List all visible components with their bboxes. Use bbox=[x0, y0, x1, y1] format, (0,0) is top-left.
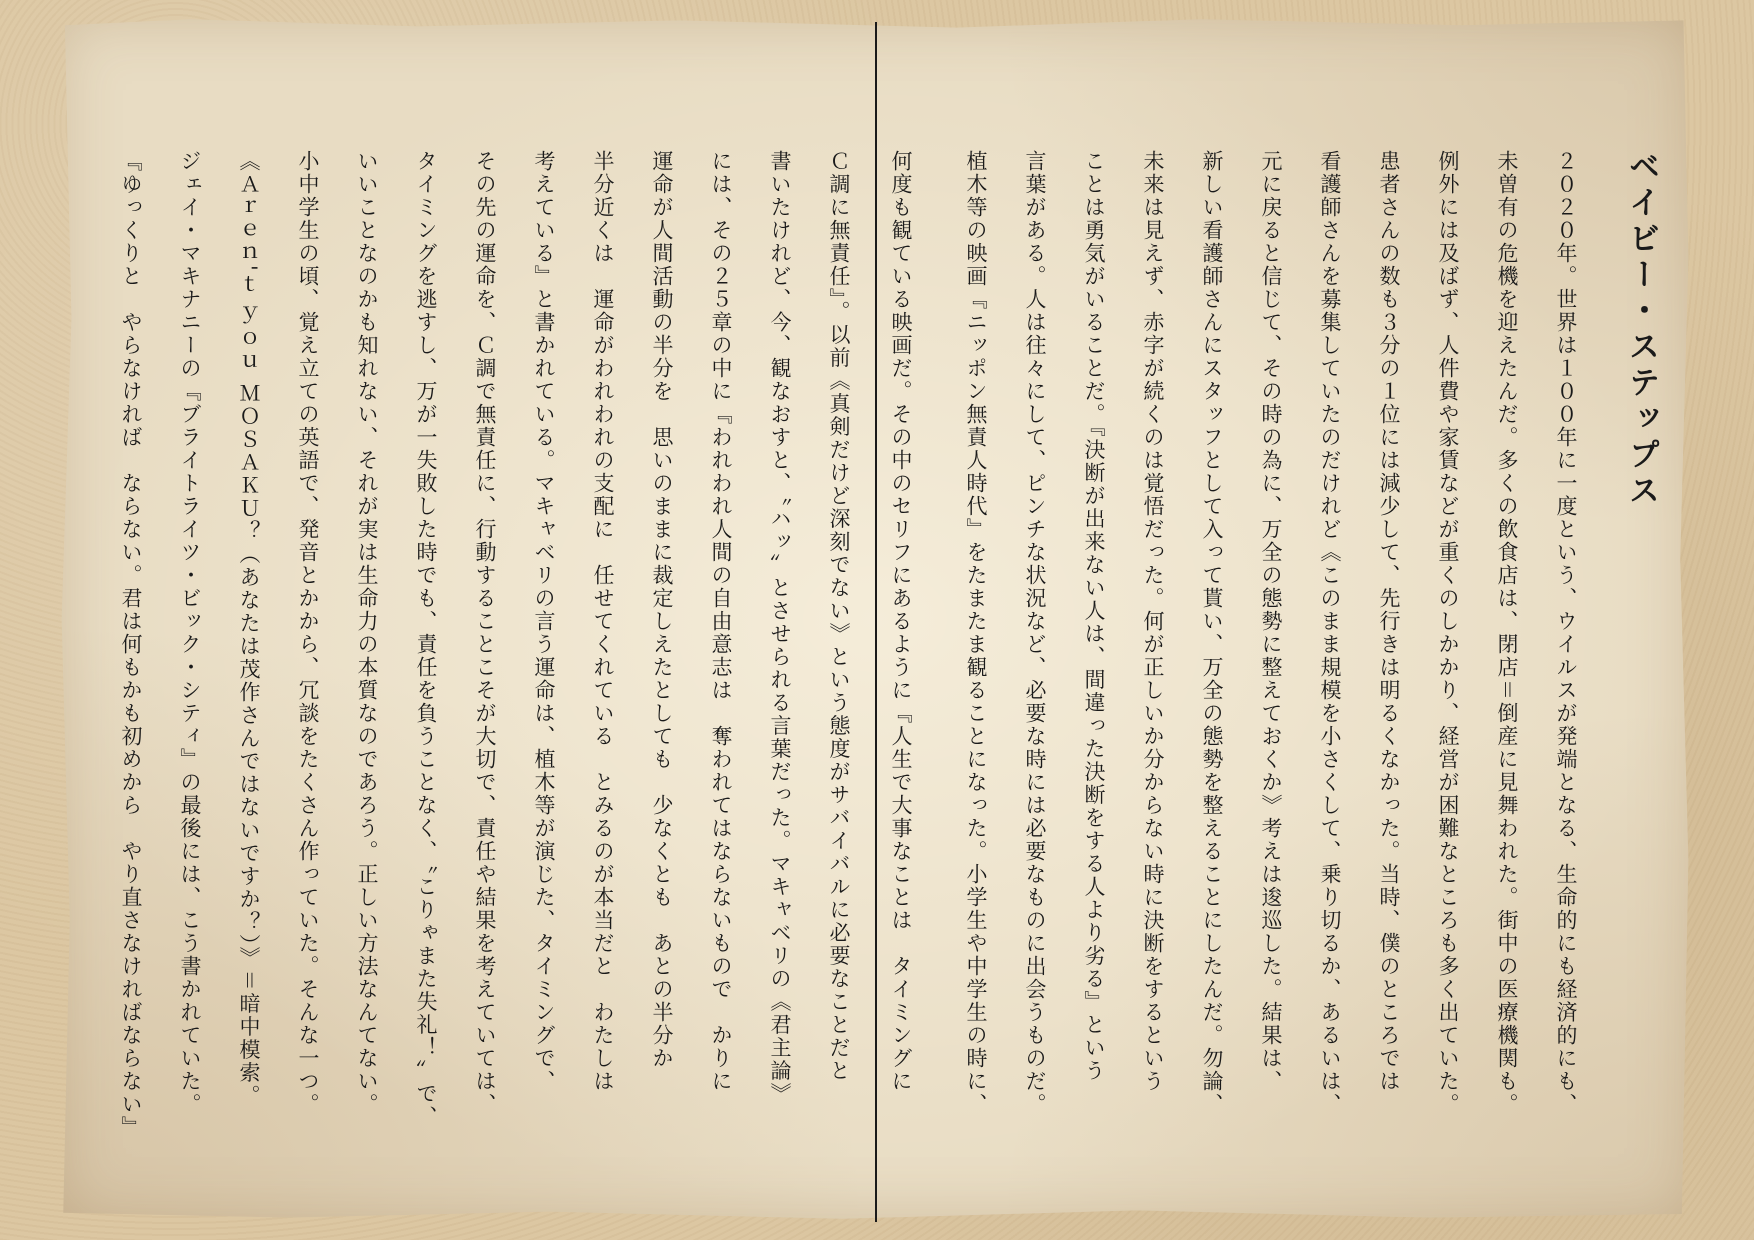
text-line: ジェイ・マキナニーの『ブライトライツ・ビック・シティ』の最後には、こう書かれていた。 bbox=[178, 150, 202, 1116]
text-line: には、その２５章の中に『われわれ人間の自由意志は 奪われてはならないもので かりに bbox=[709, 150, 733, 1093]
text-line: 看護師さんを募集していたのだけれど《このまま規模を小さくして、乗り切るか、あるいは、 bbox=[1318, 150, 1342, 1116]
text-line: 患者さんの数も３分の１位には減少して、先行きは明るくなかった。当時、僕のところでは bbox=[1377, 150, 1401, 1093]
text-line: 書いたけれど、今、観なおすと、〝ハッ〟とさせられる言葉だった。マキャベリの《君主論》 bbox=[768, 150, 792, 1106]
page-divider bbox=[875, 22, 877, 1222]
text-line: 未来は見えず、赤字が続くのは覚悟だった。何が正しいか分からない時に決断をするという bbox=[1141, 150, 1165, 1093]
text-line: ことは勇気がいることだ。『決断が出来ない人は、間違った決断をする人より劣る』という bbox=[1082, 150, 1106, 1083]
text-line: タイミングを逃すし、万が一失敗した時でも、責任を負うことなく、〝こりゃまた失礼！〟で、 bbox=[414, 150, 438, 1129]
text-line: Ｃ調に無責任』。以前《真剣だけど深刻でない》という態度がサバイバルに必要なことだと bbox=[827, 150, 851, 1083]
text-line: 例外には及ばず、人件費や家賃などが重くのしかかり、経営が困難なところも多く出ていた。 bbox=[1436, 150, 1460, 1116]
text-line: 植木等の映画『ニッポン無責人時代』をたまたま観ることになった。小学生や中学生の時に、 bbox=[964, 150, 988, 1116]
text-line: 《Ａｒｅｎ'ｔ ｙｏｕ ＭＯＳＡＫＵ？（あなたは茂作さんではないですか？）》＝暗中模索。 bbox=[237, 150, 261, 1108]
text-line: ２０２０年。世界は１００年に一度という、ウイルスが発端となる、生命的にも経済的にも、 bbox=[1554, 150, 1578, 1116]
text-line: 『ゆっくりと やらなければ ならない。君は何もかも初めから やり直さなければならない』 bbox=[119, 150, 143, 1139]
document-title: ベイビー・ステップス bbox=[1623, 150, 1659, 510]
text-line: その先の運命を、Ｃ調で無責任に、行動することこそが大切で、責任や結果を考えていては、 bbox=[473, 150, 497, 1116]
text-line: 新しい看護師さんにスタッフとして入って貰い、万全の態勢を整えることにしたんだ。勿論、 bbox=[1200, 150, 1224, 1116]
text-line: 未曽有の危機を迎えたんだ。多くの飲食店は、閉店＝倒産に見舞われた。街中の医療機関も。 bbox=[1495, 150, 1519, 1116]
text-line: 半分近くは 運命がわれわれの支配に 任せてくれている とみるのが本当だと わたしは bbox=[591, 150, 615, 1093]
text-line: 運命が人間活動の半分を 思いのままに裁定しえたとしても 少なくとも あとの半分か bbox=[650, 150, 674, 1070]
text-line: 考えている』と書かれている。マキャベリの言う運命は、植木等が演じた、タイミングで、 bbox=[532, 150, 556, 1093]
text-line: いいことなのかも知れない、それが実は生命力の本質なのであろう。正しい方法なんてない。 bbox=[355, 150, 379, 1116]
text-line: 小中学生の頃、覚え立ての英語で、発音とかから、冗談をたくさん作っていた。そんな一つ。 bbox=[296, 150, 320, 1116]
text-line: 元に戻ると信じて、その時の為に、万全の態勢に整えておくか》考えは逡巡した。結果は、 bbox=[1259, 150, 1283, 1093]
text-line: 言葉がある。人は往々にして、ピンチな状況など、必要な時には必要なものに出会うものだ。 bbox=[1023, 150, 1047, 1116]
text-line: 何度も観ている映画だ。その中のセリフにあるように『人生で大事なことは タイミングに bbox=[889, 150, 913, 1093]
